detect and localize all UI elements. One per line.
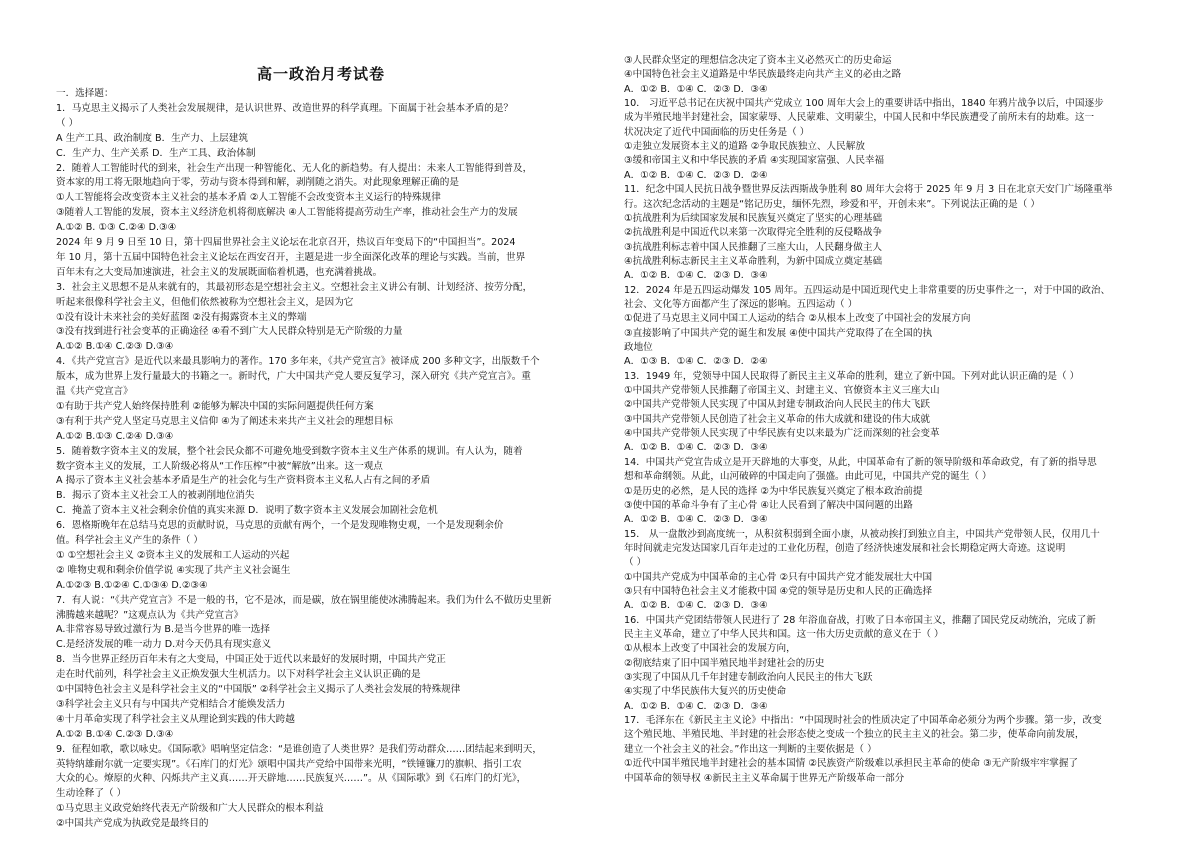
question-line: A．①② B．①④ C．②③ D．③④ bbox=[624, 600, 768, 612]
question-line: ③直接影响了中国共产党的诞生和发展 ④使中国共产党取得了在全国的执 bbox=[624, 327, 933, 339]
question-line: 年时间就走完发达国家几百年走过的工业化历程，创造了经济快速发展和社会长期稳定两大奇迹。这说明 bbox=[624, 542, 1066, 554]
question-line: ①是历史的必然，是人民的选择 ②为中华民族复兴奠定了根本政治前提 bbox=[624, 485, 923, 497]
question-line: ④中国特色社会主义道路是中华民族最终走向共产主义的必由之路 bbox=[624, 69, 902, 81]
question-line: A．①② B．①④ C．②③ D．③④ bbox=[624, 514, 768, 526]
question-line: 版本，成为世界上发行量最大的书籍之一。新时代，广大中国共产党人要反复学习，深入研究《共产党宣言》。重 bbox=[56, 371, 531, 383]
question-line: 沸腾越来越呢？”这观点认为《共产党宣言》 bbox=[56, 609, 244, 621]
question-line: A.①② B.①③ C.②④ D.③④ bbox=[56, 430, 174, 442]
question-line: A．①② B．①④ C．②③ D．③④ bbox=[624, 442, 768, 454]
question-line: 3．社会主义思想不是从来就有的，其最初形态是空想社会主义。空想社会主义讲公有制、计划经济、按劳分配， bbox=[56, 281, 533, 293]
question-line: A．①② B．①④ C．②③ D．③④ bbox=[624, 83, 768, 95]
question-line: 2024 年 9 月 9 日至 10 日，第十四届世界社会主义论坛在北京召开，热议百年变局下的“中国担当”。2024 bbox=[56, 237, 516, 248]
question-line: 8．当今世界正经历百年未有之大变局，中国正处于近代以来最好的发展时期，中国共产党正 bbox=[56, 654, 446, 666]
question-line: ②彻底结束了旧中国半殖民地半封建社会的历史 bbox=[624, 657, 825, 669]
question-line: ③实现了中国从几千年封建专制政治向人民民主的伟大飞跃 bbox=[624, 672, 873, 684]
question-line: A.①② B. ①③ C.②④ D.③④ bbox=[56, 222, 177, 234]
question-line: ③没有找到进行社会变革的正确途径 ④看不到广大人民群众特别是无产阶级的力量 bbox=[56, 326, 403, 338]
question-line: A．①② B．①④ C．②③ D．③④ bbox=[624, 700, 768, 712]
question-line: 一．选择题： bbox=[56, 88, 114, 99]
question-line: B．揭示了资本主义社会工人的被剥削地位消失 bbox=[56, 490, 255, 502]
question-line: A．①② B．①④ C．②③ D．③④ bbox=[624, 270, 768, 282]
page-title: 高一政治月考试卷 bbox=[256, 65, 385, 83]
question-line: A 生产工具、政治制度 B．生产力、上层建筑 bbox=[56, 132, 248, 144]
question-line: 生动诠释了（ ） bbox=[56, 788, 127, 800]
question-line: ③中国共产党带领人民创造了社会主义革命的伟大成就和建设的伟大成就 bbox=[624, 413, 931, 425]
question-line: 11．纪念中国人民抗日战争暨世界反法西斯战争胜利 80 周年大会将于 2025 年 9 月 3 日在北京天安门广场隆重举 bbox=[624, 184, 1113, 196]
question-line: ③使中国的革命斗争有了主心骨 ④让人民看到了解决中国问题的出路 bbox=[624, 499, 913, 511]
question-line: 12．2024 年是五四运动爆发 105 周年。五四运动是中国近现代史上非常重要的历史事件之一，对于中国的政治、 bbox=[624, 284, 1111, 296]
question-line: A．①③ B．①④ C．②③ D．②④ bbox=[624, 356, 768, 368]
question-line: ①有助于共产党人始终保持胜利 ②能够为解决中国的实际问题提供任何方案 bbox=[56, 400, 374, 412]
question-line: ①马克思主义政党始终代表无产阶级和广大人民群众的根本利益 bbox=[56, 803, 324, 815]
question-line: 中国革命的领导权 ④新民主主义革命属于世界无产阶级革命一部分 bbox=[624, 772, 905, 784]
question-line: 6．恩格斯晚年在总结马克思的贡献时说，马克思的贡献有两个，一个是发现唯物史观，一个是发现剩余价 bbox=[56, 520, 504, 532]
question-line: ②中国共产党带领人民实现了中国从封建专制政治向人民民主的伟大飞跃 bbox=[624, 399, 931, 411]
question-line: ①中国共产党带领人民推翻了帝国主义、封建主义、官僚资本主义三座大山 bbox=[624, 385, 940, 397]
question-line: 5．随着数字资本主义的发展，整个社会民众都不可避免地受到数字资本主义生产体系的规训。有人认为，随着 bbox=[56, 445, 523, 457]
question-line: 大众的心。燎原的火种、闪烁共产主义真……开天辟地……民族复兴……”。从《国际歌》到《石库门的灯光》， bbox=[56, 773, 527, 785]
question-line: 9．征程如歌，歌以咏史。《国际歌》唱响坚定信念：“是谁创造了人类世界？是我们劳动群众……团结起来到明天， bbox=[56, 743, 542, 755]
question-line: 7．有人说：“《共产党宣言》不是一般的书，它不是冰，而是碳，放在锅里能使冰沸腾起来。我们为什么不做历史里新 bbox=[56, 594, 552, 606]
question-line: 百年未有之大变局加速演进，社会主义的发展既面临着机遇，也充满着挑战。 bbox=[56, 266, 383, 278]
question-line: 值。科学社会主义产生的条件（ ） bbox=[56, 535, 203, 546]
question-line: 英特纳雄耐尔就一定要实现”。《石库门的灯光》颂唱中国共产党给中国带来光明，“铁锤镰刀的旗帜、指引工农 bbox=[56, 758, 522, 770]
question-line: ①抗战胜利为后续国家发展和民族复兴奠定了坚实的心理基础 bbox=[624, 212, 883, 224]
question-line: 14．中国共产党宣告成立是开天辟地的大事变，从此，中国革命有了新的领导阶级和革命政党，有了新的指导思 bbox=[624, 456, 1097, 468]
question-line: C.是经济发展的唯一动力 D.对今天仍具有现实意义 bbox=[56, 639, 272, 651]
question-line: ①人工智能将会改变资本主义社会的基本矛盾 ②人工智能不会改变资本主义运行的特殊规律 bbox=[56, 192, 441, 204]
question-line: ①从根本上改变了中国社会的发展方向， bbox=[624, 643, 796, 655]
question-line: ③人民群众坚定的理想信念决定了资本主义必然灭亡的历史命运 bbox=[624, 55, 892, 66]
question-line: 行。这次纪念活动的主题是“铭记历史，缅怀先烈，珍爱和平，开创未来”。下列说法正确的是（ ） bbox=[624, 198, 1040, 210]
question-line: ③有利于共产党人坚定马克思主义信仰 ④为了阐述未来共产主义社会的理想目标 bbox=[56, 415, 393, 427]
question-line: 走在时代前列，科学社会主义正焕发强大生机活力。以下对科学社会主义认识正确的是 bbox=[56, 669, 421, 681]
question-line: 16．中国共产党团结带领人民进行了 28 年浴血奋战，打败了日本帝国主义，推翻了国民党反动统治，完成了新 bbox=[624, 614, 1096, 626]
question-line: ①促进了马克思主义同中国工人运动的结合 ②从根本上改变了中国社会的发展方向 bbox=[624, 313, 971, 325]
question-line: （ ） bbox=[624, 557, 647, 569]
question-line: 17．毛泽东在《新民主主义论》中指出：“中国现时社会的性质决定了中国革命必须分为两个步骤。第一步，改变 bbox=[624, 715, 1102, 727]
question-line: ③只有中国特色社会主义才能救中国 ④党的领导是历史和人民的正确选择 bbox=[624, 585, 933, 597]
question-line: 社会、文化等方面都产生了深远的影响。五四运动（ ） bbox=[624, 298, 858, 310]
question-line: ④十月革命实现了科学社会主义从理论到实践的伟大跨越 bbox=[56, 713, 295, 725]
question-line: ③缓和帝国主义和中华民族的矛盾 ④实现国家富强、人民幸福 bbox=[624, 155, 885, 167]
question-line: 温《共产党宣言》 bbox=[56, 386, 133, 397]
question-line: ④实现了中华民族伟大复兴的历史使命 bbox=[624, 686, 787, 698]
question-line: 听起来很像科学社会主义，但他们依然被称为空想社会主义，是因为它 bbox=[56, 296, 354, 308]
question-line: A.①② B.①④ C.②③ D.③④ bbox=[56, 728, 174, 740]
question-line: ②中国共产党成为执政党是最终目的 bbox=[56, 818, 209, 830]
question-line: 成为半殖民地半封建社会，国家蒙辱、人民蒙难、文明蒙尘，中国人民和中华民族遭受了前所未有的劫难。这一 bbox=[624, 112, 1095, 124]
question-line: 年 10 月，第十五届中国特色社会主义论坛在西安召开，主题是进一步全面深化改革的理论与实践。当前，世界 bbox=[56, 251, 526, 263]
question-line: 数字资本主义的发展，工人阶级必将从“工作压榨”中被“解放”出来。这一观点 bbox=[56, 460, 383, 472]
question-line: ③科学社会主义只有与中国共产党相结合才能焕发活力 bbox=[56, 698, 286, 710]
question-line: A.①②③ B.①②④ C.①③④ D.②③④ bbox=[56, 579, 208, 591]
question-line: A 揭示了资本主义社会基本矛盾是生产的社会化与生产资料资本主义私人占有之间的矛盾 bbox=[56, 475, 431, 487]
question-line: ①近代中国半殖民地半封建社会的基本国情 ②民族资产阶级难以承担民主革命的使命 ③无产阶级牢牢掌握了 bbox=[624, 758, 1079, 770]
question-line: 4．《共产党宣言》是近代以来最具影响力的著作。170 多年来，《共产党宣言》被译成 200 多种文字，出版数千个 bbox=[56, 356, 540, 368]
question-line: 资本家的用工将无限地趋向于零，劳动与资本得到和解，剥削随之消失。对此现象理解正确的是 bbox=[56, 177, 459, 189]
question-line: 民主主义革命，建立了中华人民共和国。这一伟大历史贡献的意义在于（ ） bbox=[624, 629, 944, 640]
question-line: ② 唯物史观和剩余价值学说 ④实现了共产主义社会诞生 bbox=[56, 564, 291, 576]
question-line: ③随着人工智能的发展，资本主义经济危机将彻底解决 ④人工智能将提高劳动生产率，推动社会生产力的发展 bbox=[56, 207, 518, 219]
question-line: ③抗战胜利标志着中国人民推翻了三座大山，人民翻身做主人 bbox=[624, 241, 883, 253]
question-line: 建立一个社会主义的社会。”作出这一判断的主要依据是（ ） bbox=[624, 743, 877, 755]
question-line: A.①② B.①④ C.②③ D.③④ bbox=[56, 341, 174, 353]
question-line: C．掩盖了资本主义社会剩余价值的真实来源 D．说明了数字资本主义发展会加剧社会危机 bbox=[56, 505, 438, 517]
question-line: 13．1949 年，党领导中国人民取得了新民主主义革命的胜利，建立了新中国。下列对此认识正确的是（ ） bbox=[624, 370, 1080, 382]
question-line: A.非常容易导致过激行为 B.是当今世界的唯一选择 bbox=[56, 624, 270, 636]
question-line: C．生产力、生产关系 D．生产工具、政治体制 bbox=[56, 147, 256, 159]
question-line: 这个殖民地、半殖民地、半封建的社会形态使之变成一个独立的民主主义的社会。第二步，使革命向前发展， bbox=[624, 729, 1085, 741]
question-line: 1．马克思主义揭示了人类社会发展规律，是认识世界、改造世界的科学真理。下面属于社会基本矛盾的是？ bbox=[56, 102, 514, 114]
question-line: ① ①空想社会主义 ②资本主义的发展和工人运动的兴起 bbox=[56, 549, 290, 561]
question-line: ②抗战胜利是中国近代以来第一次取得完全胜利的反侵略战争 bbox=[624, 227, 883, 239]
question-line: ①走独立发展资本主义的道路 ②争取民族独立、人民解放 bbox=[624, 141, 865, 153]
question-line: 政地位 bbox=[624, 342, 653, 353]
question-line: ④抗战胜利标志新民主主义革命胜利，为新中国成立奠定基础 bbox=[624, 255, 883, 267]
question-line: 2．随着人工智能时代的到来，社会生产出现一种智能化、无人化的新趋势。有人提出：未来人工智能得到普及， bbox=[56, 162, 533, 174]
question-line: ①中国特色社会主义是科学社会主义的“中国版” ②科学社会主义揭示了人类社会发展的特殊规律 bbox=[56, 684, 461, 695]
question-line: 状况决定了近代中国面临的历史任务是（ ） bbox=[624, 126, 810, 138]
question-line: A．①② B．①④ C．②③ D．②④ bbox=[624, 169, 768, 181]
question-line: 10． 习近平总书记在庆祝中国共产党成立 100 周年大会上的重要讲话中指出，1840 年鸦片战争以后，中国逐步 bbox=[624, 98, 1104, 110]
question-line: ①没有设计未来社会的美好蓝图 ②没有揭露资本主义的弊端 bbox=[56, 311, 307, 323]
question-line: ④中国共产党带领人民实现了中华民族有史以来最为广泛而深刻的社会变革 bbox=[624, 428, 940, 440]
question-line: 想和革命纲领。从此，山河破碎的中国走向了强盛。由此可见，中国共产党的诞生（ ） bbox=[624, 471, 992, 483]
question-line: 15． 从一盘散沙到高度统一，从积贫积弱到全面小康，从被动挨打到独立自主，中国共产党带领人民，仅用几十 bbox=[624, 528, 1100, 540]
question-line: ①中国共产党成为中国革命的主心骨 ②只有中国共产党才能发展壮大中国 bbox=[624, 571, 933, 583]
question-line: （ ） bbox=[56, 117, 79, 129]
